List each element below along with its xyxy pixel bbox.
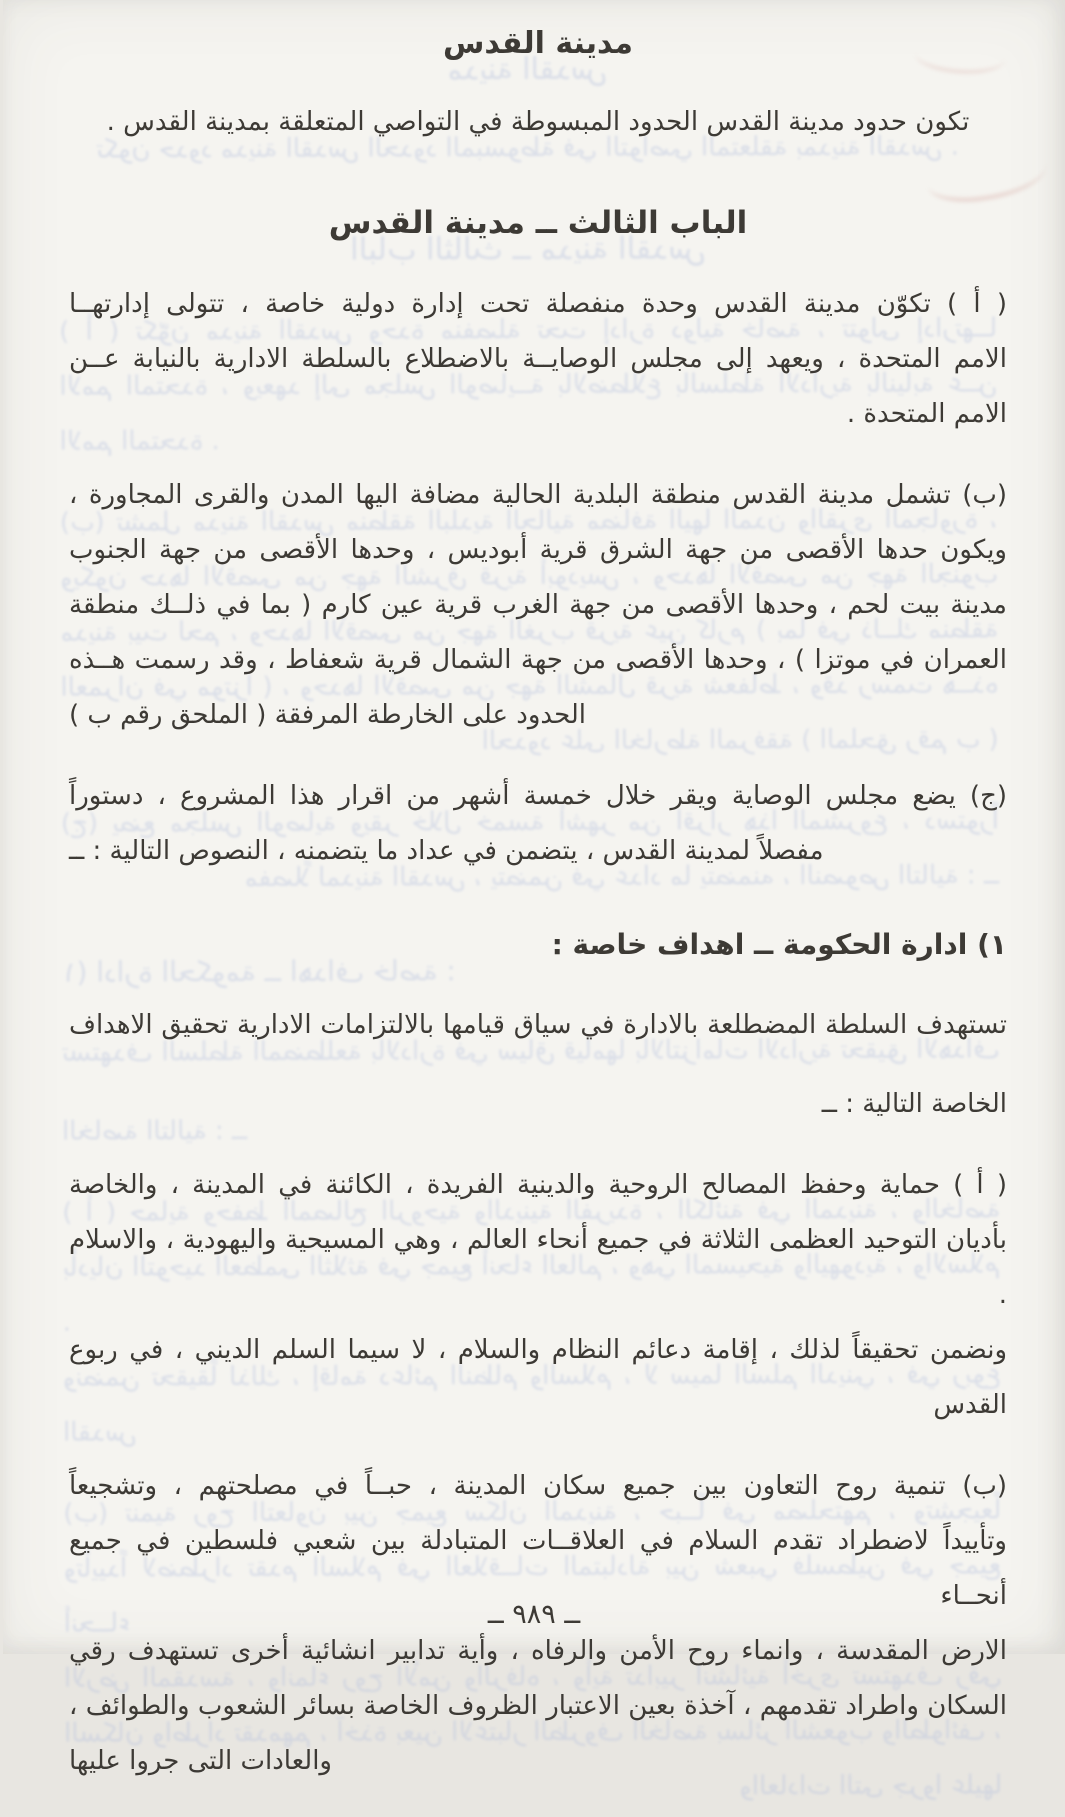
paragraph: [69, 1158, 1007, 1433]
document-body: [69, 95, 1007, 1789]
text-line: ونضمن تحقيقاً لذلك ، إقامة دعائم النظام والسلام ، لا سيما السلم الديني ، في ربوع القدس: [69, 1335, 1007, 1420]
page-number: ــ ٩٨٩ ــ: [487, 1599, 581, 1630]
paragraph: [69, 769, 1007, 879]
text-line: مفصلاً لمدينة القدس ، يتضمن في عداد ما يتضمنه ، النصوص التالية : ــ: [69, 836, 824, 866]
paragraph: [69, 468, 1007, 743]
text-line: مدينة بيت لحم ، وحدها الأقصى من جهة الغرب قرية عين كارم ( بما في ذلــك منطقة: [69, 590, 1007, 620]
document-title: مدينة القدس: [443, 26, 633, 61]
text-line: الحدود على الخارطة المرفقة ( الملحق رقم ب ): [69, 700, 587, 730]
text-line: (ب) تشمل مدينة القدس منطقة البلدية الحالية مضافة اليها المدن والقرى المجاورة ،: [69, 480, 1007, 510]
scanned-page: [3, 0, 1065, 1802]
document-text: مدينة القدس تكون حدود مدينة القدس الحدود المبسوطة في التواصي المتعلقة بمدينة القدس . الباب الثالث ــ مدينة القدس ( أ ) تكوّن مدينة القدس وحدة منفصلة تحت إدارة دولية خاصة ، تتولى إدارتهــا الامم المتحدة ، ويعهد إلى مجلس الوصايــة بالاضطلاع بالسلطة الادارية بالنيابة عــن الامم المتحدة . (ب) تشمل مدينة القدس منطقة البلدية الحالية مضافة اليها المدن والقرى المجاورة ، ويكون حدها الأقصى من جهة الشرق قرية أبوديس ، وحدها الأقصى من جهة الجنوب مدينة بيت لحم ، وحدها الأقصى من جهة الغرب قرية عين كارم ( بما في ذلــك منطقة العمران في موتزا ) ، وحدها الأقصى من جهة الشمال قرية شعفاط ، وقد رسمت هــذه الحدود على الخارطة المرفقة ( الملحق رقم ب ) (ج) يضع مجلس الوصاية ويقر خلال خمسة أشهر من اقرار هذا المشروع ، دستوراً مفصلاً لمدينة القدس ، يتضمن في عداد ما يتضمنه ، النصوص التالية : ــ ١) ادارة الحكومة ــ اهداف خاصة : تستهدف السلطة المضطلعة بالادارة في سياق قيامها بالالتزامات الادارية تحقيق الاهداف الخاصة التالية : ــ ( أ ) حماية وحفظ المصالح الروحية والدينية الفريدة ، الكائنة في المدينة ، والخاصة بأديان التوحيد العظمى الثلاثة في جميع أنحاء العالم ، وهي المسيحية واليهودية ، والاسلام . ونضمن تحقيقاً لذلك ، إقامة دعائم النظام والسلام ، لا سيما السلم الديني ، في ربوع القدس (ب) تنمية روح التعاون بين جميع سكان المدينة ، حبــاً في مصلحتهم ، وتشجيعاً وتأييداً لاضطراد تقدم السلام في العلاقــات المتبادلة بين شعبي فلسطين في جميع أنحــاء الارض المقدسة ، وانماء روح الأمن والرفاه ، وأية تدابير انشائية أخرى تستهدف رقي السكان واطراد تقدمهم ، آخذة بعين الاعتبار الظروف الخاصة بسائر الشعوب والطوائف ، والعادات التى جروا عليها: [59, 51, 1003, 1802]
text-line: والعادات التى جروا عليها: [69, 1746, 332, 1776]
text-line: الخاصة التالية : ــ: [821, 1089, 1007, 1119]
text-line: الارض المقدسة ، وانماء روح الأمن والرفاه ، وأية تدابير انشائية أخرى تستهدف رقي: [69, 1636, 1007, 1666]
text-line: الباب الثالث ــ مدينة القدس: [328, 205, 748, 241]
heading-text: [69, 196, 1007, 251]
text-line: الامم المتحدة .: [846, 399, 1007, 429]
text-line: ١) ادارة الحكومة ــ اهداف خاصة :: [551, 928, 1007, 961]
paragraph: [69, 277, 1007, 442]
subheading-text: [69, 917, 1007, 972]
text-line: تكون حدود مدينة القدس الحدود المبسوطة في التواصي المتعلقة بمدينة القدس .: [106, 107, 970, 137]
text-line: العمران في موتزا ) ، وحدها الأقصى من جهة الشمال قرية شعفاط ، وقد رسمت هــذه: [69, 645, 1007, 675]
text-line: ويكون حدها الأقصى من جهة الشرق قرية أبوديس ، وحدها الأقصى من جهة الجنوب: [69, 535, 1007, 565]
text-line: بأديان التوحيد العظمى الثلاثة في جميع أنحاء العالم ، وهي المسيحية واليهودية ، والاسلام .: [69, 1225, 1007, 1310]
text-line: ( أ ) حماية وحفظ المصالح الروحية والدينية الفريدة ، الكائنة في المدينة ، والخاصة: [69, 1170, 1007, 1200]
text-line: السكان واطراد تقدمهم ، آخذة بعين الاعتبار الظروف الخاصة بسائر الشعوب والطوائف ،: [69, 1691, 1007, 1721]
text-line: (ج) يضع مجلس الوصاية ويقر خلال خمسة أشهر من اقرار هذا المشروع ، دستوراً: [69, 781, 1007, 811]
text-line: تستهدف السلطة المضطلعة بالادارة في سياق قيامها بالالتزامات الادارية تحقيق الاهداف: [69, 1010, 1007, 1040]
document-text: [3, 0, 1065, 1789]
text-line: وتأييداً لاضطراد تقدم السلام في العلاقــات المتبادلة بين شعبي فلسطين في جميع أنحــاء: [69, 1526, 1007, 1611]
intro-text: [69, 95, 1007, 150]
text-line: الامم المتحدة ، ويعهد إلى مجلس الوصايــة بالاضطلاع بالسلطة الادارية بالنيابة عــن: [69, 344, 1007, 374]
paragraph: [69, 998, 1007, 1132]
text-line: ( أ ) تكوّن مدينة القدس وحدة منفصلة تحت إدارة دولية خاصة ، تتولى إدارتهــا: [69, 289, 1007, 319]
text-line: (ب) تنمية روح التعاون بين جميع سكان المدينة ، حبــاً في مصلحتهم ، وتشجيعاً: [69, 1471, 1007, 1501]
